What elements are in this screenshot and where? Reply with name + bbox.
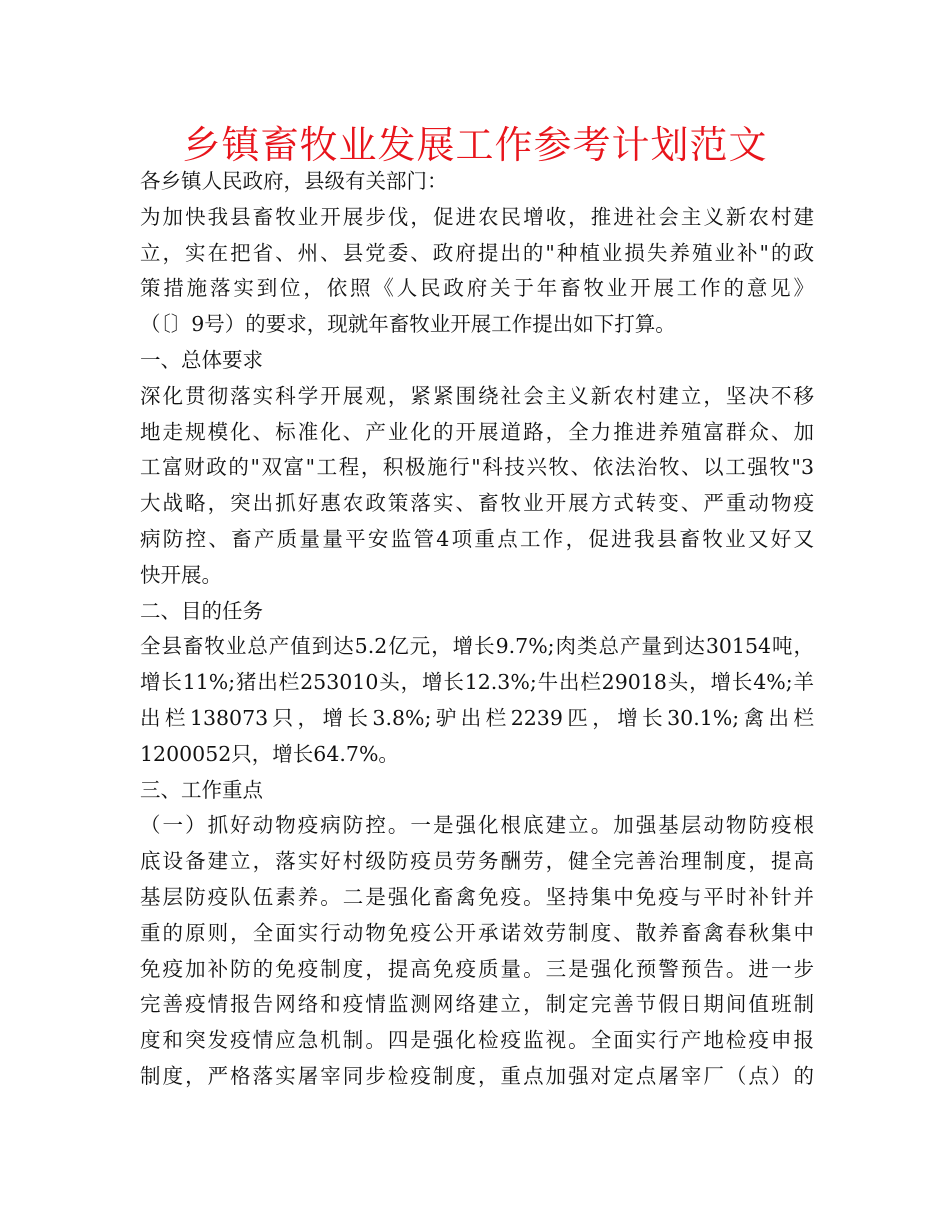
text-line: 大战略，突出抓好惠农政策落实、畜牧业开展方式转变、严重动物疫 [140, 491, 814, 516]
document-title: 乡镇畜牧业发展工作参考计划范文 [182, 123, 768, 167]
text-line: 快开展。 [140, 562, 222, 587]
text-line: 地走规模化、标准化、产业化的开展道路，全力推进养殖富群众、加 [140, 419, 814, 444]
text-line: 重的原则，全面实行动物免疫公开承诺效劳制度、散养畜禽春秋集中 [140, 920, 814, 945]
text-line: 度和突发疫情应急机制。四是强化检疫监视。全面实行产地检疫申报 [140, 1028, 814, 1053]
text-line: （一）抓好动物疫病防控。一是强化根底建立。加强基层动物防疫根 [140, 813, 814, 838]
text-line: 出栏138073只，增长3.8%;驴出栏2239匹，增长30.1%;禽出栏 [140, 705, 814, 730]
text-line: 增长11%;猪出栏253010头，增长12.3%;牛出栏29018头，增长4%;羊 [140, 670, 814, 695]
section-heading: 一、总体要求 [140, 347, 263, 372]
text-line: 全县畜牧业总产值到达5.2亿元，增长9.7%;肉类总产量到达30154吨， [140, 634, 814, 659]
text-line: 免疫加补防的免疫制度，提高免疫质量。三是强化预警预告。进一步 [140, 956, 814, 981]
section-heading: 三、工作重点 [140, 777, 263, 802]
text-line: 制度，严格落实屠宰同步检疫制度，重点加强对定点屠宰厂（点）的 [140, 1063, 814, 1088]
text-line: 病防控、畜产质量量平安监管4项重点工作，促进我县畜牧业又好又 [140, 526, 814, 551]
text-line: 底设备建立，落实好村级防疫员劳务酬劳，健全完善治理制度，提高 [140, 849, 814, 874]
text-line: 1200052只，增长64.7%。 [140, 741, 399, 766]
text-line: 深化贯彻落实科学开展观，紧紧围绕社会主义新农村建立，坚决不移 [140, 383, 814, 408]
document-body [140, 164, 814, 1095]
text-line: 完善疫情报告网络和疫情监测网络建立，制定完善节假日期间值班制 [140, 992, 814, 1017]
text-line: （〔〕9号）的要求，现就年畜牧业开展工作提出如下打算。 [140, 312, 676, 337]
text-line: 为加快我县畜牧业开展步伐，促进农民增收，推进社会主义新农村建 [140, 204, 814, 229]
text-line: 工富财政的"双富"工程，积极施行"科技兴牧、依法治牧、以工强牧"3 [140, 455, 814, 480]
text-line: 各乡镇人民政府，县级有关部门： [140, 169, 448, 193]
text-line: 立，实在把省、州、县党委、政府提出的"种植业损失养殖业补"的政 [140, 240, 814, 265]
text-line: 策措施落实到位，依照《人民政府关于年畜牧业开展工作的意见》 [140, 276, 814, 301]
section-heading: 二、目的任务 [140, 598, 263, 623]
text-line: 基层防疫队伍素养。二是强化畜禽免疫。坚持集中免疫与平时补针并 [140, 884, 814, 909]
